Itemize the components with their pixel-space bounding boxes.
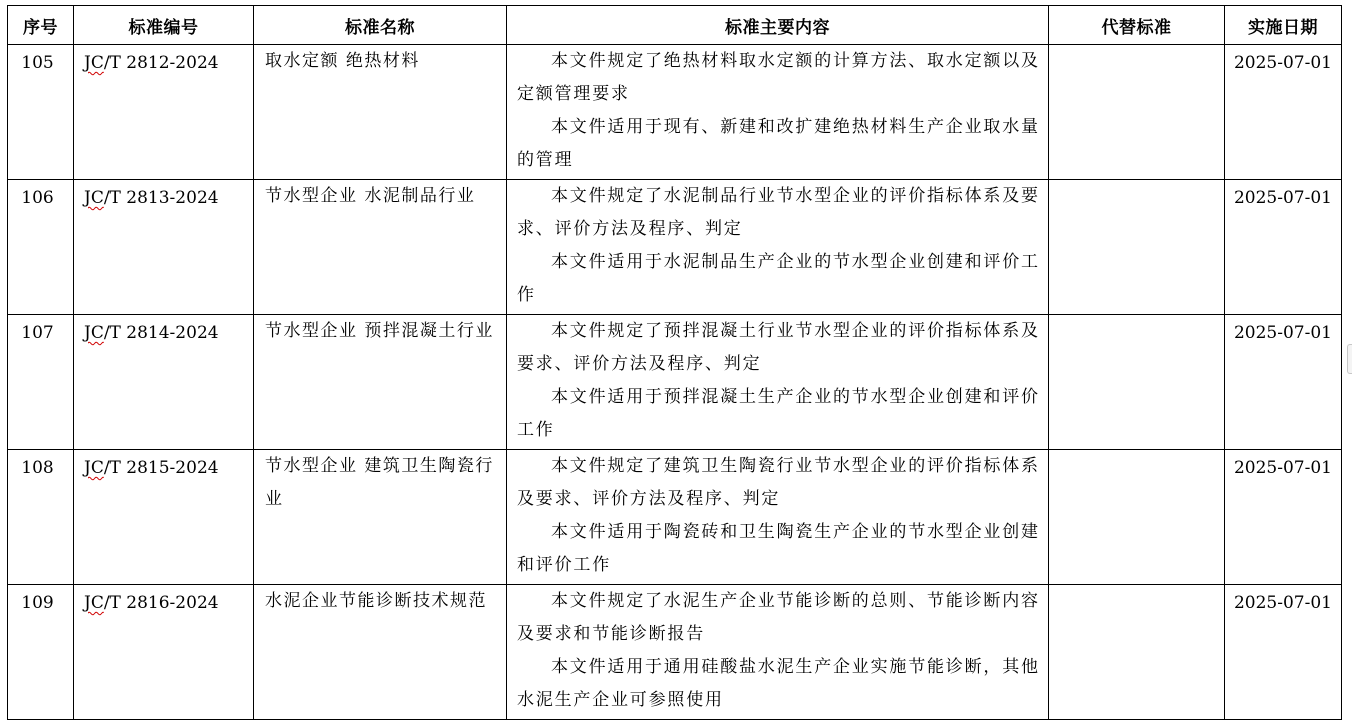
row-number: 107 — [8, 315, 74, 450]
standard-code — [74, 315, 254, 450]
replaced-standard — [1049, 450, 1225, 585]
standard-content — [507, 585, 1049, 720]
code-rest: /T 2816-2024 — [103, 593, 219, 613]
code-prefix: JC — [84, 323, 104, 343]
standard-name: 水泥企业节能诊断技术规范 — [254, 585, 507, 720]
content-applicability: 本文件适用于预拌混凝土生产企业的节水型企业创建和评价工作 — [517, 387, 1040, 440]
code-rest: /T 2813-2024 — [103, 188, 219, 208]
replaced-standard — [1049, 45, 1225, 180]
header-code: 标准编号 — [74, 6, 254, 45]
effective-date: 2025-07-01 — [1225, 585, 1342, 720]
standard-name: 节水型企业 水泥制品行业 — [254, 180, 507, 315]
code-rest: /T 2814-2024 — [103, 323, 219, 343]
effective-date: 2025-07-01 — [1225, 45, 1342, 180]
table-row — [8, 45, 1342, 180]
content-applicability: 本文件适用于陶瓷砖和卫生陶瓷生产企业的节水型企业创建和评价工作 — [517, 522, 1040, 575]
row-number: 105 — [8, 45, 74, 180]
row-number: 106 — [8, 180, 74, 315]
header-date: 实施日期 — [1225, 6, 1342, 45]
replaced-standard — [1049, 180, 1225, 315]
row-number: 108 — [8, 450, 74, 585]
content-scope: 本文件规定了水泥生产企业节能诊断的总则、节能诊断内容及要求和节能诊断报告 — [517, 591, 1040, 644]
content-scope: 本文件规定了建筑卫生陶瓷行业节水型企业的评价指标体系及要求、评价方法及程序、判定 — [517, 456, 1040, 509]
scroll-handle[interactable] — [1347, 344, 1352, 374]
content-scope: 本文件规定了预拌混凝土行业节水型企业的评价指标体系及要求、评价方法及程序、判定 — [517, 321, 1040, 374]
table-row — [8, 315, 1342, 450]
code-prefix: JC — [84, 458, 104, 478]
standard-code — [74, 585, 254, 720]
table-row — [8, 585, 1342, 720]
replaced-standard — [1049, 315, 1225, 450]
standard-name: 节水型企业 建筑卫生陶瓷行业 — [254, 450, 507, 585]
standard-content — [507, 45, 1049, 180]
content-scope: 本文件规定了水泥制品行业节水型企业的评价指标体系及要求、评价方法及程序、判定 — [517, 186, 1040, 239]
code-prefix: JC — [84, 188, 104, 208]
content-scope: 本文件规定了绝热材料取水定额的计算方法、取水定额以及定额管理要求 — [517, 51, 1040, 104]
standard-content — [507, 450, 1049, 585]
content-applicability: 本文件适用于现有、新建和改扩建绝热材料生产企业取水量的管理 — [517, 117, 1040, 170]
code-prefix: JC — [84, 53, 104, 73]
standards-table — [7, 5, 1342, 720]
header-replace: 代替标准 — [1049, 6, 1225, 45]
standard-content — [507, 315, 1049, 450]
table-row — [8, 180, 1342, 315]
table-header-row — [8, 6, 1342, 45]
content-applicability: 本文件适用于水泥制品生产企业的节水型企业创建和评价工作 — [517, 252, 1040, 305]
code-prefix: JC — [84, 593, 104, 613]
code-rest: /T 2812-2024 — [103, 53, 219, 73]
replaced-standard — [1049, 585, 1225, 720]
standard-code — [74, 180, 254, 315]
effective-date: 2025-07-01 — [1225, 180, 1342, 315]
standard-name: 节水型企业 预拌混凝土行业 — [254, 315, 507, 450]
code-rest: /T 2815-2024 — [103, 458, 219, 478]
header-content: 标准主要内容 — [507, 6, 1049, 45]
effective-date: 2025-07-01 — [1225, 450, 1342, 585]
header-no: 序号 — [8, 6, 74, 45]
standard-name: 取水定额 绝热材料 — [254, 45, 507, 180]
effective-date: 2025-07-01 — [1225, 315, 1342, 450]
row-number: 109 — [8, 585, 74, 720]
standard-code — [74, 45, 254, 180]
standard-content — [507, 180, 1049, 315]
content-applicability: 本文件适用于通用硅酸盐水泥生产企业实施节能诊断，其他水泥生产企业可参照使用 — [517, 657, 1040, 710]
header-name: 标准名称 — [254, 6, 507, 45]
table-row — [8, 450, 1342, 585]
standard-code — [74, 450, 254, 585]
